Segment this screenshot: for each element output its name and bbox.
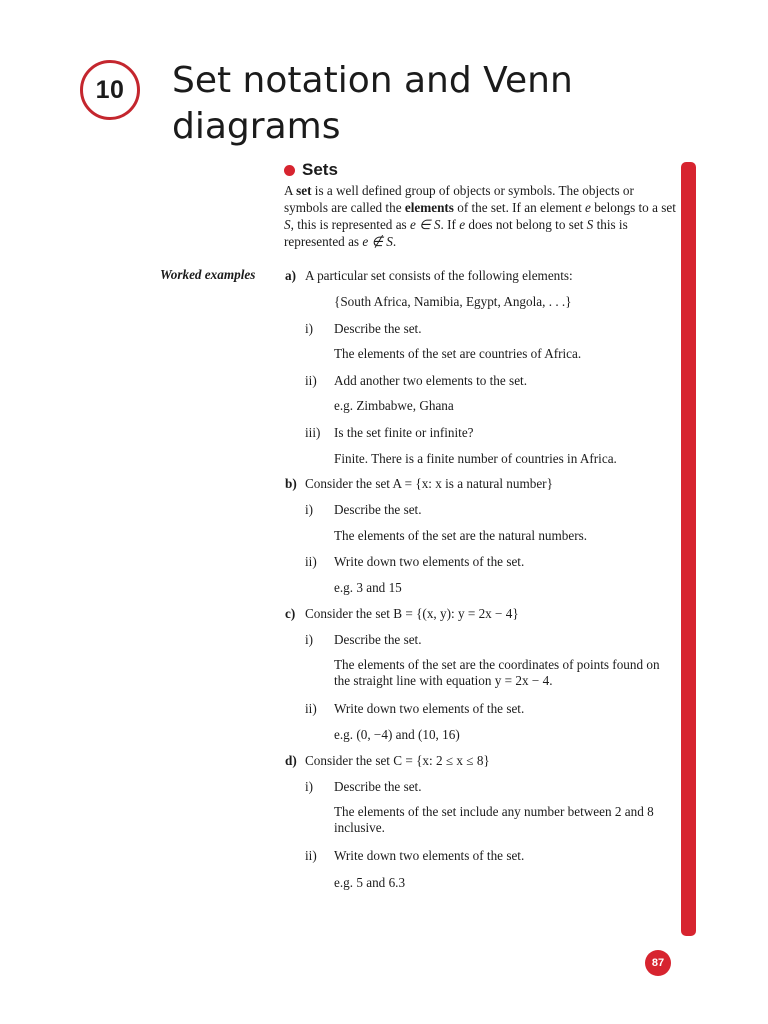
page-number: 87 bbox=[645, 950, 671, 976]
example-a-ii-label: ii) bbox=[305, 373, 317, 388]
example-d-ii-answer: e.g. 5 and 6.3 bbox=[334, 875, 406, 890]
section-heading-label: Sets bbox=[302, 160, 338, 179]
example-c-ii-question: Write down two elements of the set. bbox=[334, 701, 525, 716]
example-b-ii-answer: e.g. 3 and 15 bbox=[334, 580, 402, 595]
example-d-ii-label: ii) bbox=[305, 848, 317, 863]
example-c-statement: Consider the set B = {(x, y): y = 2x − 4} bbox=[305, 606, 519, 621]
example-b-statement: Consider the set A = {x: x is a natural number} bbox=[305, 476, 553, 491]
example-c-i-question: Describe the set. bbox=[334, 632, 422, 647]
example-c-i-answer: The elements of the set are the coordinates of points found on the straight line with equation y = 2x − 4. bbox=[334, 657, 660, 688]
example-a-ii-question: Add another two elements to the set. bbox=[334, 373, 528, 388]
example-a-i-label: i) bbox=[305, 321, 314, 336]
intro-paragraph: A set is a well defined group of objects or symbols. The objects or symbols are called the elements of the set. If an element e belongs to a set S, this is represented as e ∈ S. If e does not belong to set S this is represented as e ∉ S. bbox=[284, 183, 676, 249]
example-d-i-question: Describe the set. bbox=[334, 779, 422, 794]
example-a-iii-question: Is the set finite or infinite? bbox=[334, 425, 474, 440]
example-a-label: a) bbox=[285, 268, 296, 283]
example-b-i-question: Describe the set. bbox=[334, 502, 422, 517]
example-b-i-label: i) bbox=[305, 502, 314, 517]
example-b-i-answer: The elements of the set are the natural numbers. bbox=[334, 528, 588, 543]
example-a-iii-label: iii) bbox=[305, 425, 321, 440]
example-c-ii-label: ii) bbox=[305, 701, 317, 716]
bullet-dot-icon bbox=[284, 165, 295, 176]
example-b-label: b) bbox=[285, 476, 297, 491]
example-a-ii-answer: e.g. Zimbabwe, Ghana bbox=[334, 398, 454, 413]
example-d-i-answer: The elements of the set include any number between 2 and 8 inclusive. bbox=[334, 804, 654, 835]
example-a-iii-answer: Finite. There is a finite number of countries in Africa. bbox=[334, 451, 617, 466]
example-b-ii-question: Write down two elements of the set. bbox=[334, 554, 525, 569]
example-a-statement: A particular set consists of the following elements: bbox=[305, 268, 573, 283]
example-a-i-answer: The elements of the set are countries of Africa. bbox=[334, 346, 582, 361]
example-d-label: d) bbox=[285, 753, 297, 768]
chapter-number-badge: 10 bbox=[80, 60, 140, 120]
example-c-i-label: i) bbox=[305, 632, 314, 647]
example-b-ii-label: ii) bbox=[305, 554, 317, 569]
section-heading bbox=[284, 160, 338, 180]
example-d-ii-question: Write down two elements of the set. bbox=[334, 848, 525, 863]
example-a-i-question: Describe the set. bbox=[334, 321, 422, 336]
example-c-label: c) bbox=[285, 606, 296, 621]
example-d-i-label: i) bbox=[305, 779, 314, 794]
example-a-set: {South Africa, Namibia, Egypt, Angola, . . .} bbox=[334, 294, 572, 309]
chapter-title: Set notation and Venn diagrams bbox=[172, 60, 573, 147]
example-c-ii-answer: e.g. (0, −4) and (10, 16) bbox=[334, 727, 460, 742]
example-d-statement: Consider the set C = {x: 2 ≤ x ≤ 8} bbox=[305, 753, 490, 768]
worked-examples-label: Worked examples bbox=[160, 267, 256, 282]
side-accent-bar bbox=[681, 162, 696, 936]
